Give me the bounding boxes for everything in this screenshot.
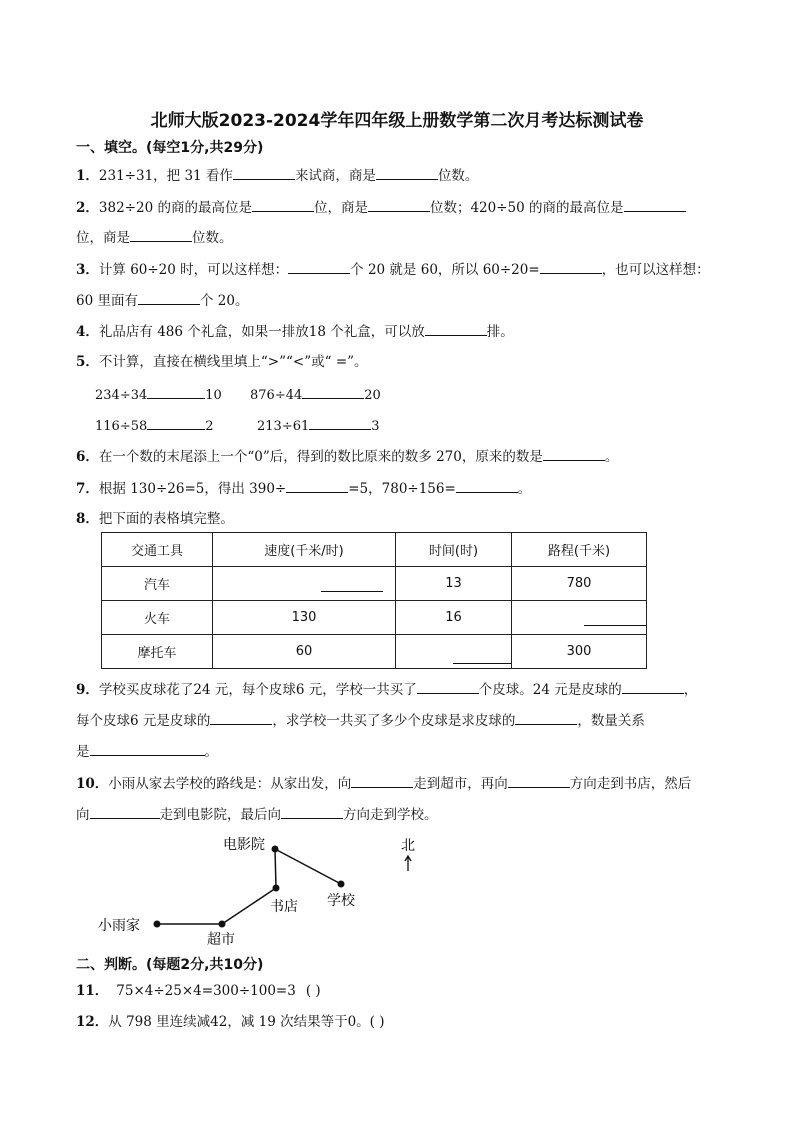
table-cell-blank[interactable] (512, 601, 647, 635)
page-title: 北师大版2023-2024学年四年级上册数学第二次月考达标测试卷 (150, 111, 644, 131)
answer-blank[interactable] (321, 577, 383, 592)
question-text: 来试商，商是 (294, 168, 376, 184)
table-header-cell: 时间(时) (396, 533, 512, 567)
question-number: 5． (76, 354, 99, 370)
question-number: 9． (76, 682, 99, 698)
answer-blank[interactable] (453, 649, 511, 664)
question-9 (76, 680, 697, 699)
question-number: 10． (76, 776, 109, 792)
question-text: 382÷20 的商的最高位是 (98, 200, 252, 216)
cinema-point (272, 846, 279, 853)
question-3 (76, 260, 710, 279)
answer-blank[interactable] (515, 711, 577, 725)
north-label: 北 (401, 838, 415, 854)
comparison-right: 3 (371, 419, 380, 434)
question-text: 。 (604, 449, 619, 465)
question-5 (76, 353, 368, 371)
question-text: 。 (204, 744, 218, 760)
question-number: 12． (76, 1014, 109, 1030)
comparison-left: 234÷34 (95, 388, 148, 403)
comparison-row-4 (257, 416, 380, 436)
question-text: 每个皮球6 元是皮球的 (76, 713, 211, 729)
north-arrow-icon (405, 856, 411, 871)
table-row (102, 567, 647, 601)
question-text: 个 20 就是 60，所以 60÷20= (350, 262, 540, 278)
answer-blank[interactable] (252, 198, 314, 212)
answer-blank[interactable] (376, 166, 438, 180)
answer-blank[interactable] (622, 680, 684, 694)
question-11 (76, 982, 321, 1000)
table-row (102, 601, 647, 635)
section-1-heading: 一、填空。(每空1分,共29分) (76, 140, 264, 156)
comparison-left: 876÷44 (250, 388, 303, 403)
answer-blank[interactable] (456, 479, 518, 493)
answer-blank[interactable] (624, 198, 686, 212)
question-text: 计算 60÷20 时，可以这样想： (98, 262, 289, 278)
answer-blank[interactable] (233, 166, 295, 180)
table-cell: 300 (512, 635, 647, 669)
question-text: 把下面的表格填完整。 (98, 511, 234, 527)
answer-blank[interactable] (543, 447, 605, 461)
question-8 (76, 510, 234, 528)
question-number: 4． (76, 324, 99, 340)
answer-blank[interactable] (130, 228, 192, 242)
question-text: 礼品店有 486 个礼盒，如果一排放18 个礼盒，可以放 (98, 324, 425, 340)
question-text: 方向走到学校。 (343, 807, 438, 823)
question-text: 排。 (486, 324, 514, 340)
question-text: 不计算，直接在横线里填上“>”“<”或“ =”。 (98, 354, 368, 370)
route-lines (157, 849, 341, 924)
table-header-cell: 路程(千米) (512, 533, 647, 567)
question-number: 3． (76, 262, 99, 278)
question-9-continued (76, 711, 645, 730)
question-number: 1． (76, 168, 99, 184)
supermarket-point (219, 921, 226, 928)
supermarket-label: 超市 (207, 932, 235, 948)
question-12 (76, 1013, 385, 1031)
answer-blank[interactable] (147, 385, 205, 399)
school-point (338, 881, 345, 888)
answer-blank[interactable] (138, 291, 200, 305)
answer-blank[interactable] (281, 805, 343, 819)
question-number: 8． (76, 511, 99, 527)
question-text: 学校买皮球花了24 元，每个皮球6 元，学校一共买了 (98, 682, 417, 698)
table-header-cell: 速度(千米/时) (213, 533, 396, 567)
table-header-row (102, 533, 647, 567)
comparison-right: 20 (364, 388, 381, 403)
question-number: 7． (76, 481, 99, 497)
table-cell: 16 (396, 601, 512, 635)
home-label: 小雨家 (98, 918, 140, 934)
comparison-right: 10 (205, 388, 222, 403)
table-cell: 130 (213, 601, 396, 635)
question-text: 个 20。 (199, 293, 249, 309)
question-text: 75×4÷25×4=300÷100=3 (116, 983, 296, 999)
table-cell: 火车 (102, 601, 213, 635)
cinema-label: 电影院 (223, 837, 265, 853)
answer-blank[interactable] (90, 805, 160, 819)
question-text: =5，780÷156= (348, 481, 456, 497)
school-label: 学校 (327, 893, 355, 909)
question-text: 位，商是 (313, 200, 368, 216)
question-text: ，数量关系 (577, 713, 645, 729)
vehicle-table (101, 532, 647, 669)
question-text: 。 (517, 481, 532, 497)
question-9-continued (76, 742, 218, 761)
question-text: 位数。 (437, 168, 479, 184)
answer-blank[interactable] (417, 680, 479, 694)
question-7 (76, 479, 531, 498)
answer-blank[interactable] (351, 774, 413, 788)
question-3-continued (76, 291, 248, 310)
question-text: 小雨从家去学校的路线是：从家出发，向 (108, 776, 352, 792)
question-text: 走到电影院，最后向 (159, 807, 281, 823)
comparison-left: 116÷58 (95, 419, 148, 434)
question-6 (76, 447, 618, 466)
table-cell: 摩托车 (102, 635, 213, 669)
table-cell-blank[interactable] (213, 567, 396, 601)
question-4 (76, 322, 514, 341)
answer-blank[interactable] (286, 479, 348, 493)
comparison-row-3 (95, 416, 214, 436)
route-map (90, 830, 415, 948)
table-cell-blank[interactable] (396, 635, 512, 669)
question-text: 在一个数的末尾添上一个“0”后，得到的数比原来的数多 270，原来的数是 (98, 449, 543, 465)
answer-blank[interactable] (288, 260, 350, 274)
question-text: 从 798 里连续减42，减 19 次结果等于0。( ) (108, 1014, 385, 1030)
question-number: 11． (76, 983, 109, 999)
question-number: 6． (76, 449, 99, 465)
question-text: ，也可以这样想： (601, 262, 710, 278)
answer-blank[interactable] (584, 611, 646, 626)
comparison-right: 2 (205, 419, 214, 434)
table-row (102, 635, 647, 669)
answer-blank[interactable] (309, 416, 371, 430)
question-text: 231÷31，把 31 看作 (98, 168, 233, 184)
answer-blank[interactable] (210, 711, 272, 725)
question-text: ， (683, 682, 698, 698)
answer-blank[interactable] (425, 322, 487, 336)
answer-parentheses[interactable]: ( ) (305, 983, 321, 999)
question-text: 60 里面有 (76, 293, 138, 309)
answer-blank[interactable] (147, 416, 205, 430)
answer-blank[interactable] (540, 260, 602, 274)
table-header-cell: 交通工具 (102, 533, 213, 567)
bookstore-label: 书店 (270, 899, 298, 915)
question-text: 位，商是 (76, 230, 130, 246)
question-2-continued (76, 228, 233, 247)
answer-blank[interactable] (90, 742, 205, 756)
question-10 (76, 774, 691, 793)
question-text: 根据 130÷26=5，得出 390÷ (98, 481, 287, 497)
comparison-left: 213÷61 (257, 419, 310, 434)
table-cell: 780 (512, 567, 647, 601)
section-2-heading: 二、判断。(每题2分,共10分) (76, 957, 264, 973)
table-cell: 汽车 (102, 567, 213, 601)
question-number: 2． (76, 200, 99, 216)
question-text: 位数。 (192, 230, 233, 246)
question-text: 是 (76, 744, 90, 760)
answer-blank[interactable] (368, 198, 430, 212)
bookstore-point (273, 885, 280, 892)
table-cell: 13 (396, 567, 512, 601)
question-2 (76, 198, 686, 217)
answer-blank[interactable] (302, 385, 364, 399)
home-point (154, 921, 161, 928)
comparison-row-1 (95, 385, 222, 405)
answer-blank[interactable] (508, 774, 570, 788)
question-text: 个皮球。24 元是皮球的 (478, 682, 622, 698)
question-text: 方向走到书店，然后 (569, 776, 692, 792)
question-text: 向 (76, 807, 90, 823)
question-1 (76, 166, 478, 185)
question-text: ，求学校一共买了多少个皮球是求皮球的 (272, 713, 516, 729)
comparison-row-2 (250, 385, 381, 405)
question-10-continued (76, 805, 438, 824)
table-cell: 60 (213, 635, 396, 669)
question-text: 走到超市，再向 (413, 776, 508, 792)
question-text: 位数；420÷50 的商的最高位是 (429, 200, 624, 216)
